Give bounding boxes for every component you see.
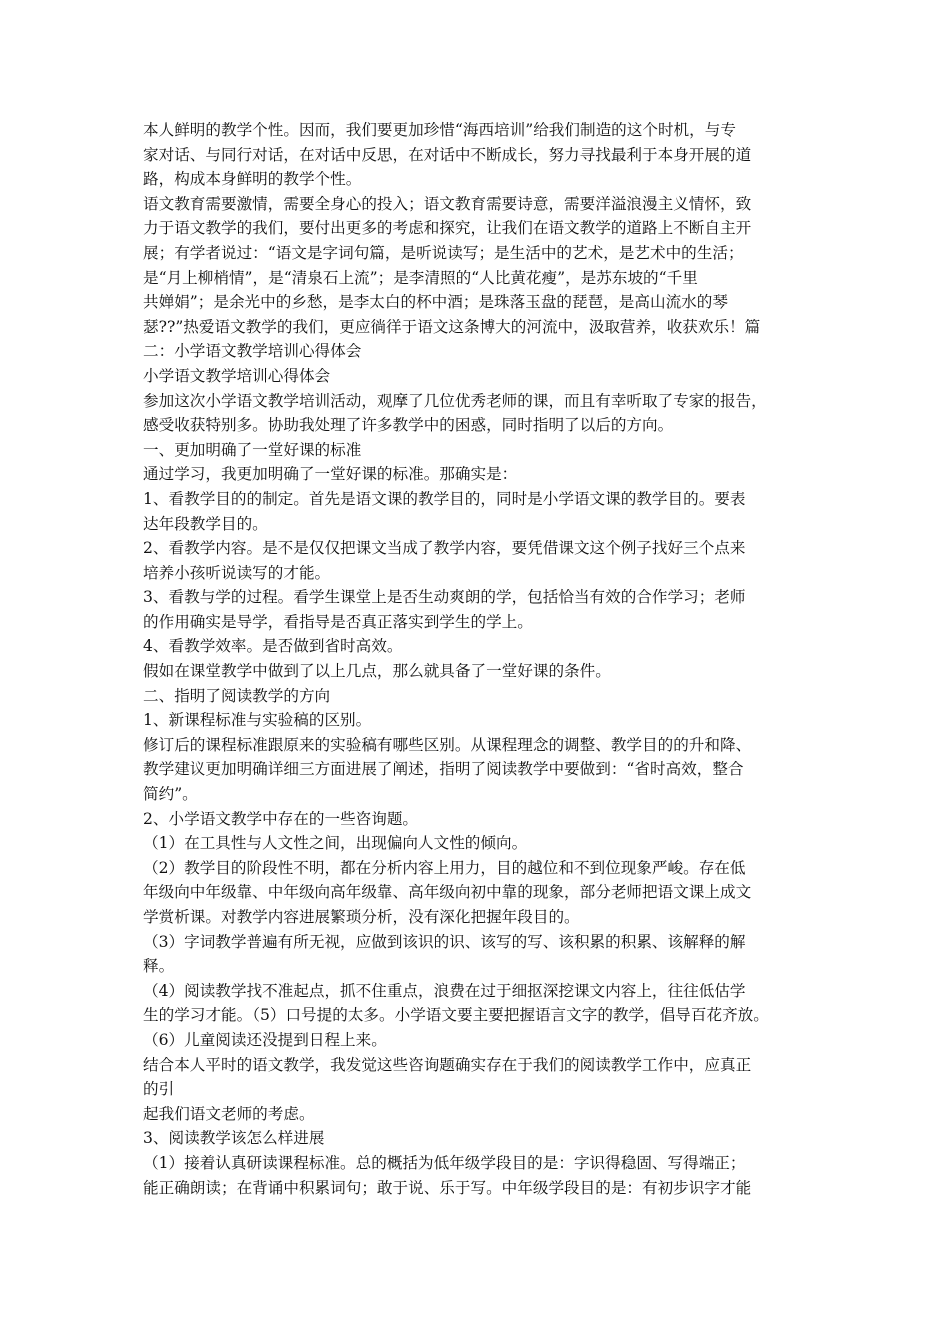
subsection-heading: 1、新课程标准与实验稿的区别。 bbox=[143, 711, 372, 730]
document-body bbox=[143, 118, 815, 1200]
subsection-heading: 2、小学语文教学中存在的一些咨询题。 bbox=[143, 809, 419, 828]
text-line: 能正确朗读；在背诵中积累词句；敢于说、乐于写。中年级学段目的是：有初步识字才能 bbox=[143, 1178, 752, 1197]
text-line: 培养小孩听说读写的才能。 bbox=[143, 563, 331, 582]
text-line: 是“月上柳梢情”，是“清泉石上流”；是李清照的“人比黄花瘦”，是苏东坡的“千里 bbox=[143, 268, 698, 287]
text-line: 瑟??”热爱语文教学的我们，更应徜徉于语文这条博大的河流中，汲取营养，收获欢乐！篇 bbox=[143, 317, 761, 336]
text-line: 起我们语文老师的考虑。 bbox=[143, 1104, 315, 1123]
list-item: （6）儿童阅读还没提到日程上来。 bbox=[143, 1030, 387, 1049]
text-line: 的作用确实是导学，看指导是否真正落实到学生的学上。 bbox=[143, 612, 533, 631]
text-line: 路，构成本身鲜明的教学个性。 bbox=[143, 170, 362, 189]
text-line: 假如在课堂教学中做到了以上几点，那么就具备了一堂好课的条件。 bbox=[143, 662, 611, 681]
text-line: 家对话、与同行对话，在对话中反思，在对话中不断成长，努力寻找最利于本身开展的道 bbox=[143, 145, 752, 164]
section-heading: 二、指明了阅读教学的方向 bbox=[143, 686, 331, 705]
list-item: 3、看教与学的过程。看学生课堂上是否生动爽朗的学，包括恰当有效的合作学习；老师 bbox=[143, 588, 746, 607]
text-line: 简约”。 bbox=[143, 785, 198, 804]
text-line: 学赏析课。对教学内容进展繁琐分析，没有深化把握年段目的。 bbox=[143, 908, 580, 926]
text-line: 本人鲜明的教学个性。因而，我们要更加珍惜“海西培训”给我们制造的这个时机，与专 bbox=[143, 121, 736, 139]
text-line: 通过学习，我更加明确了一堂好课的标准。那确实是： bbox=[143, 465, 518, 484]
text-line: 释。 bbox=[143, 957, 175, 976]
text-line: 修订后的课程标准跟原来的实验稿有哪些区别。从课程理念的调整、教学目的的升和降、 bbox=[143, 735, 752, 754]
text-line: 语文教育需要激情，需要全身心的投入；语文教育需要诗意，需要洋溢浪漫主义情怀，致 bbox=[143, 194, 752, 213]
article-title: 小学语文教学培训心得体会 bbox=[143, 366, 331, 385]
list-item: （2）教学目的阶段性不明，都在分析内容上用力，目的越位和不到位现象严峻。存在低 bbox=[143, 858, 746, 877]
text-line: 年级向中年级靠、中年级向高年级靠、高年级向初中靠的现象，部分老师把语文课上成文 bbox=[143, 883, 752, 902]
list-item: （3）字词教学普遍有所无视，应做到该识的识、该写的写、该积累的积累、该解释的解 bbox=[143, 932, 746, 951]
section-heading: 一、更加明确了一堂好课的标准 bbox=[143, 440, 362, 459]
text-line: 结合本人平时的语文教学，我发觉这些咨询题确实存在于我们的阅读教学工作中，应真正 bbox=[143, 1055, 752, 1074]
text-line: 教学建议更加明确详细三方面进展了阐述，指明了阅读教学中要做到：“省时高效，整合 bbox=[143, 760, 744, 779]
text-line: 共婵娟”；是余光中的乡愁，是李太白的杯中酒；是珠落玉盘的琵琶，是高山流水的琴 bbox=[143, 293, 728, 312]
subsection-heading: 3、阅读教学该怎么样进展 bbox=[143, 1129, 325, 1148]
text-line: 达年段教学目的。 bbox=[143, 514, 268, 533]
text-line: 的引 bbox=[143, 1080, 175, 1099]
list-item: 1、看教学目的的制定。首先是语文课的教学目的，同时是小学语文课的教学目的。要表 bbox=[143, 489, 746, 508]
list-item: 4、看教学效率。是否做到省时高效。 bbox=[143, 637, 403, 656]
section-heading: 二：小学语文教学培训心得体会 bbox=[143, 342, 362, 361]
text-line: 参加这次小学语文教学培训活动，观摩了几位优秀老师的课，而且有幸听取了专家的报告， bbox=[143, 391, 767, 410]
text-line: 展；有学者说过：“语文是字词句篇，是听说读写；是生活中的艺术，是艺术中的生活； bbox=[143, 243, 744, 262]
text-line: 感受收获特别多。协助我处理了许多教学中的困惑，同时指明了以后的方向。 bbox=[143, 416, 674, 435]
list-item: （4）阅读教学找不准起点，抓不住重点，浪费在过于细抠深挖课文内容上，往往低估学 bbox=[143, 981, 746, 1000]
text-line: 力于语文教学的我们，要付出更多的考虑和探究，让我们在语文教学的道路上不断自主开 bbox=[143, 219, 752, 238]
list-item: （1）在工具性与人文性之间，出现偏向人文性的倾向。 bbox=[143, 834, 528, 853]
list-item: 2、看教学内容。是不是仅仅把课文当成了教学内容，要凭借课文这个例子找好三个点来 bbox=[143, 539, 746, 558]
list-item: （1）接着认真研读课程标准。总的概括为低年级学段目的是：字识得稳固、写得端正； bbox=[143, 1153, 746, 1172]
text-line: 生的学习才能。（5）口号提的太多。小学语文要主要把握语言文字的教学，倡导百花齐放。 bbox=[143, 1006, 769, 1025]
